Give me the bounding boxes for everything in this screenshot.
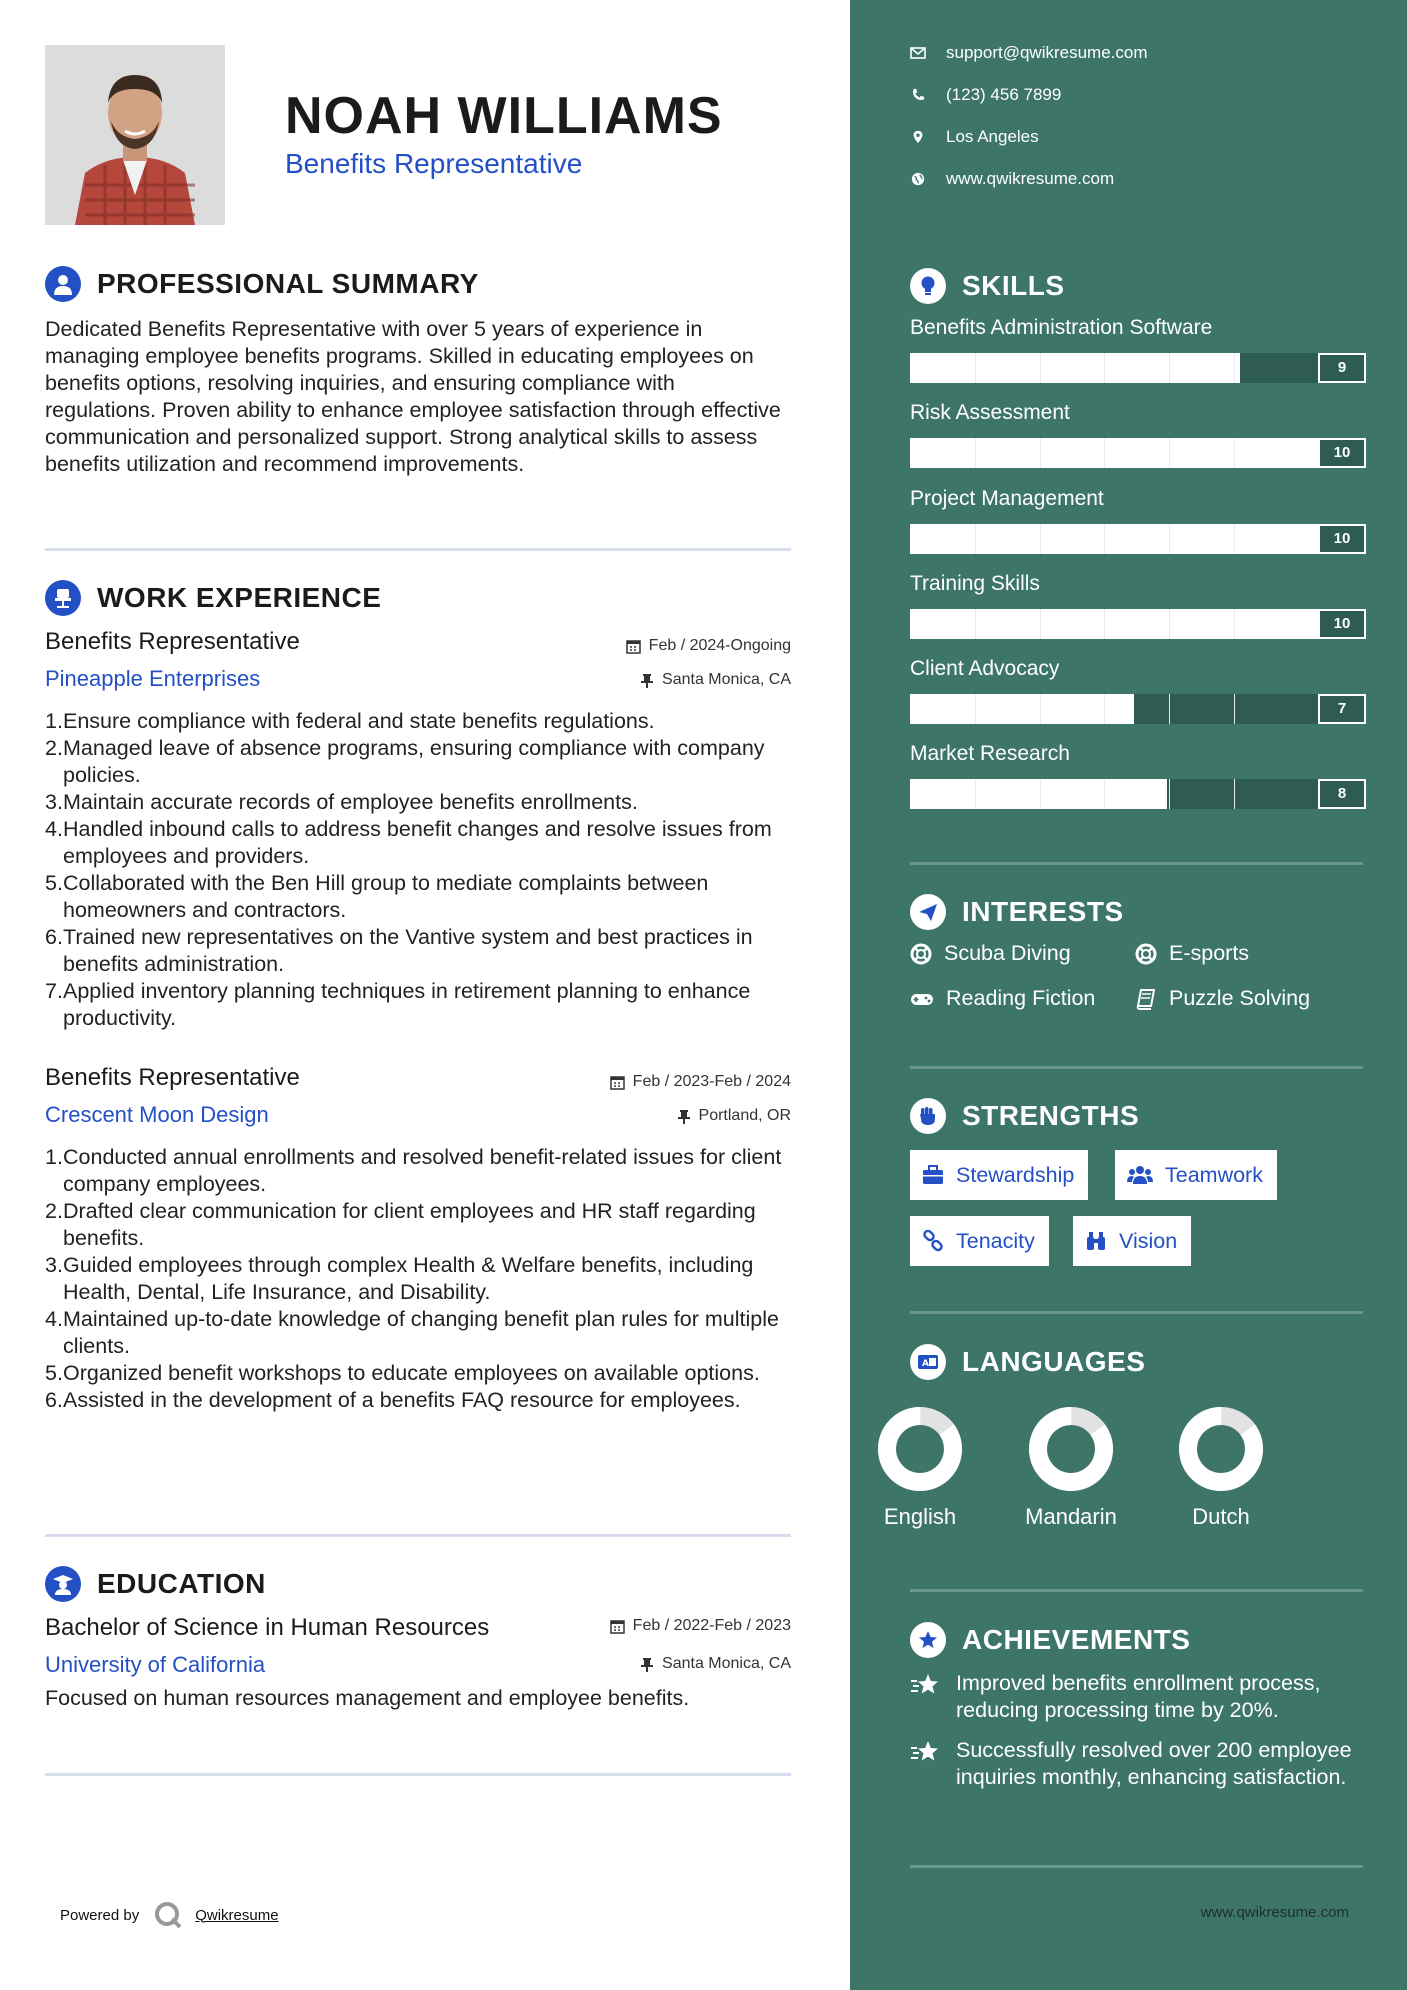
skill-segment	[1169, 609, 1170, 639]
skill-segment	[975, 694, 976, 724]
skill-segment	[1234, 609, 1235, 639]
contact-location: Los Angeles	[910, 127, 1039, 147]
skill-segment	[1104, 353, 1105, 383]
list-item: 2. Drafted clear communication for client employees and HR staff regarding benefits.	[45, 1199, 756, 1250]
skill-segment	[1104, 438, 1105, 468]
translate-icon	[910, 1344, 946, 1380]
skill-score: 7	[1318, 694, 1366, 724]
skill-segment	[1234, 779, 1235, 809]
calendar-icon	[626, 639, 641, 654]
section-divider	[45, 1534, 791, 1537]
life-ring-icon	[910, 943, 932, 965]
skill-segment	[1169, 694, 1170, 724]
book-icon	[1135, 988, 1157, 1010]
skill-segment	[1040, 524, 1041, 554]
section-divider	[910, 1589, 1363, 1592]
strength-tag: Tenacity	[910, 1216, 1049, 1266]
interest-item: Puzzle Solving	[1135, 986, 1310, 1011]
skill-segment	[1040, 353, 1041, 383]
skill-segment	[1169, 779, 1170, 809]
svg-text:A: A	[922, 1359, 929, 1369]
section-divider	[910, 862, 1363, 865]
section-divider	[910, 1066, 1363, 1069]
skill-name: Training Skills	[910, 572, 1040, 595]
language-donut	[877, 1406, 963, 1492]
job-company: Pineapple Enterprises	[45, 666, 261, 691]
gamepad-icon	[910, 990, 934, 1008]
skill-segment	[975, 353, 976, 383]
skill-segment	[1040, 609, 1041, 639]
skill-bar	[910, 438, 1318, 468]
language-item	[1006, 1406, 1136, 1530]
lightbulb-icon	[910, 268, 946, 304]
skill-score: 10	[1318, 438, 1366, 468]
job-location: Santa Monica, CA	[640, 671, 791, 689]
language-name: Dutch	[1192, 1504, 1250, 1529]
graduate-icon	[45, 1566, 81, 1602]
skill-score: 10	[1318, 524, 1366, 554]
briefcase-icon	[922, 1165, 944, 1185]
language-name: Mandarin	[1025, 1504, 1117, 1529]
skill-segment	[975, 438, 976, 468]
star-icon	[910, 1739, 942, 1765]
profile-photo	[45, 45, 225, 225]
degree-title: Bachelor of Science in Human Resources	[45, 1614, 490, 1641]
education-location: Santa Monica, CA	[640, 1655, 791, 1673]
achievement-item: Successfully resolved over 200 employee inquiries monthly, enhancing satisfaction.	[910, 1737, 1370, 1791]
skill-segment	[1169, 438, 1170, 468]
education-dates: Feb / 2022-Feb / 2023	[610, 1617, 791, 1635]
summary-heading	[45, 266, 479, 302]
user-icon	[45, 266, 81, 302]
skill-score: 10	[1318, 609, 1366, 639]
interests-title: INTERESTS	[962, 896, 1124, 927]
job-dates: Feb / 2024-Ongoing	[626, 637, 791, 655]
map-marker-icon	[910, 130, 926, 144]
job-title: Benefits Representative	[45, 1064, 300, 1091]
skill-segment	[1040, 694, 1041, 724]
star-badge-icon	[910, 1622, 946, 1658]
list-item: 5. Collaborated with the Ben Hill group to mediate complaints between homeowners and contractors.	[45, 871, 709, 922]
skills-title: SKILLS	[962, 270, 1065, 301]
calendar-icon	[610, 1075, 625, 1090]
skill-score: 9	[1318, 353, 1366, 383]
skill-bar	[910, 353, 1318, 383]
section-divider	[45, 548, 791, 551]
school-name: University of California	[45, 1652, 266, 1677]
languages-title: LANGUAGES	[962, 1346, 1146, 1377]
job-location: Portland, OR	[677, 1107, 791, 1125]
list-item: 3. Maintain accurate records of employee benefits enrollments.	[45, 790, 638, 814]
skill-name: Project Management	[910, 487, 1104, 510]
skill-score: 8	[1318, 779, 1366, 809]
contact-website: www.qwikresume.com	[910, 169, 1114, 189]
job-bullets	[45, 708, 795, 1032]
users-icon	[1127, 1165, 1153, 1185]
section-divider	[910, 1311, 1363, 1314]
phone-icon	[910, 88, 926, 102]
list-item: 7. Applied inventory planning techniques in retirement planning to enhance productivity.	[45, 979, 751, 1030]
pin-icon	[640, 1657, 654, 1672]
candidate-name: NOAH WILLIAMS	[285, 87, 723, 145]
skill-segment	[1040, 438, 1041, 468]
languages-heading	[910, 1344, 1145, 1380]
skill-name: Risk Assessment	[910, 401, 1070, 424]
binoculars-icon	[1085, 1230, 1107, 1252]
contact-email: support@qwikresume.com	[910, 43, 1148, 63]
skill-segment	[975, 524, 976, 554]
star-icon	[910, 1672, 942, 1698]
contact-phone: (123) 456 7899	[910, 85, 1061, 105]
job-dates: Feb / 2023-Feb / 2024	[610, 1073, 791, 1091]
pin-icon	[640, 673, 654, 688]
summary-text: Dedicated Benefits Representative with over 5 years of experience in managing employee benefits programs. Skilled in educating employees on benefits options, resolving inquiries, and ensuring compliance with regulations. Proven ability to enhance employee satisfaction through effective communication and personalized support. Strong analytical skills to assess benefits utilization and recommend improvements.	[45, 317, 781, 476]
job-title: Benefits Representative	[45, 628, 300, 655]
calendar-icon	[610, 1619, 625, 1634]
language-name: English	[883, 1504, 957, 1529]
language-item	[1156, 1406, 1286, 1530]
skill-fill	[910, 524, 1318, 554]
language-donut	[1178, 1406, 1264, 1492]
link-icon	[922, 1230, 944, 1252]
section-divider	[45, 1773, 791, 1776]
interests-heading	[910, 894, 1124, 930]
job-bullets	[45, 1144, 795, 1414]
skill-segment	[1040, 779, 1041, 809]
powered-by: Powered by Qwikresume	[60, 1900, 279, 1930]
education-description: Focused on human resources management and employee benefits.	[45, 1686, 690, 1710]
list-item: 1. Ensure compliance with federal and state benefits regulations.	[45, 709, 655, 733]
list-item: 4. Handled inbound calls to address benefit changes and resolve issues from employees and providers.	[45, 817, 772, 868]
skill-fill	[910, 438, 1318, 468]
skill-segment	[1104, 694, 1105, 724]
skill-segment	[1104, 779, 1105, 809]
section-divider	[910, 1865, 1363, 1868]
strengths-heading	[910, 1098, 1139, 1134]
skill-bar	[910, 609, 1318, 639]
interest-item: E-sports	[1135, 941, 1249, 966]
skill-fill	[910, 609, 1318, 639]
list-item: 5. Organized benefit workshops to educate employees on available options.	[45, 1361, 760, 1385]
job-company: Crescent Moon Design	[45, 1102, 269, 1127]
achievements-title: ACHIEVEMENTS	[962, 1624, 1191, 1655]
skill-bar	[910, 524, 1318, 554]
skill-name: Market Research	[910, 742, 1070, 765]
skill-segment	[1234, 524, 1235, 554]
qwikresume-logo-icon	[153, 1900, 183, 1930]
skill-segment	[1169, 353, 1170, 383]
skill-name: Client Advocacy	[910, 657, 1060, 680]
skill-fill	[910, 779, 1167, 809]
paper-plane-icon	[910, 894, 946, 930]
experience-title: WORK EXPERIENCE	[97, 582, 382, 613]
globe-icon	[910, 172, 926, 186]
skill-name: Benefits Administration Software	[910, 316, 1213, 339]
skills-heading	[910, 268, 1065, 304]
education-heading	[45, 1566, 266, 1602]
language-item	[855, 1406, 985, 1530]
strength-tag: Teamwork	[1115, 1150, 1277, 1200]
fist-icon	[910, 1098, 946, 1134]
strength-tag: Stewardship	[910, 1150, 1088, 1200]
list-item: 6. Trained new representatives on the Vantive system and best practices in benefits administration.	[45, 925, 753, 976]
skill-bar	[910, 779, 1318, 809]
qwikresume-link[interactable]: Qwikresume	[195, 1906, 279, 1924]
skill-fill	[910, 694, 1134, 724]
achievements-heading	[910, 1622, 1190, 1658]
candidate-role: Benefits Representative	[285, 148, 583, 179]
list-item: 2. Managed leave of absence programs, ensuring compliance with company policies.	[45, 736, 765, 787]
skill-segment	[1104, 609, 1105, 639]
skill-segment	[975, 609, 976, 639]
interest-item: Reading Fiction	[910, 986, 1095, 1011]
strength-tag: Vision	[1073, 1216, 1191, 1266]
skill-bar	[910, 694, 1318, 724]
list-item: 4. Maintained up-to-date knowledge of changing benefit plan rules for multiple clients.	[45, 1307, 779, 1358]
life-ring-icon	[1135, 943, 1157, 965]
chair-icon	[45, 580, 81, 616]
language-donut	[1028, 1406, 1114, 1492]
skill-segment	[1234, 694, 1235, 724]
skill-segment	[1234, 353, 1235, 383]
footer-url[interactable]: www.qwikresume.com	[1200, 1904, 1349, 1921]
pin-icon	[677, 1109, 691, 1124]
skill-segment	[975, 779, 976, 809]
skill-segment	[1104, 524, 1105, 554]
experience-heading	[45, 580, 381, 616]
skill-segment	[1234, 438, 1235, 468]
strengths-title: STRENGTHS	[962, 1100, 1140, 1131]
list-item: 3. Guided employees through complex Health & Welfare benefits, including Health, Dental, Life Insurance, and Disability.	[45, 1253, 754, 1304]
skill-segment	[1169, 524, 1170, 554]
education-title: EDUCATION	[97, 1568, 266, 1599]
summary-title: PROFESSIONAL SUMMARY	[97, 268, 479, 299]
interest-item: Scuba Diving	[910, 941, 1071, 966]
skill-fill	[910, 353, 1240, 383]
list-item: 1. Conducted annual enrollments and resolved benefit-related issues for client company employees.	[45, 1145, 782, 1196]
list-item: 6. Assisted in the development of a benefits FAQ resource for employees.	[45, 1388, 741, 1412]
sidebar	[850, 0, 1407, 1990]
envelope-icon	[910, 46, 926, 60]
achievement-item: Improved benefits enrollment process, reducing processing time by 20%.	[910, 1670, 1370, 1724]
